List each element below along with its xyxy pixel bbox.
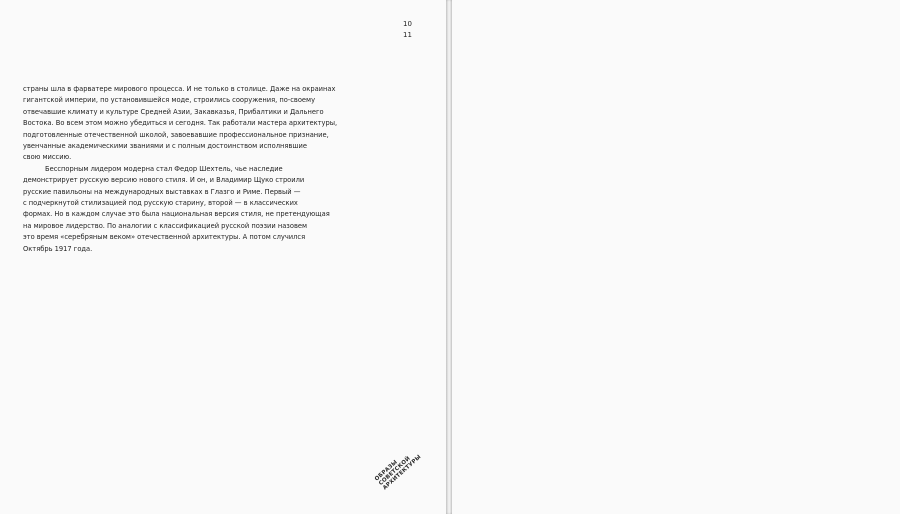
- paragraph-1: страны шла в фарватере мирового процесса. И не только в столице. Даже на окраинах гигантской империи, по установившейся моде, строились сооружения, по-своему отвечавшие климату и культуре Средней Азии, Закавказья, Прибалтики и Дальнего Востока. Во всем этом можно убедиться и сегодня. Так работали мастера архитектуры, подготовленные отечественной школой, завоевавшие профессиональное признание, увенчанные академическими званиями и с полным достоинством исполнявшие свою миссию.: [23, 85, 338, 162]
- series-label-left: ОБРАЗЫ СОВЕТСКОЙ АРХИТЕКТУРЫ: [374, 454, 423, 492]
- left-page: [0, 0, 448, 514]
- right-page: [452, 0, 900, 514]
- page-number-right: 11: [403, 31, 412, 39]
- paragraph-2: Бесспорным лидером модерна стал Федор Шехтель, чье наследие демонстрирует русскую версию нового стиля. И он, и Владимир Щуко строили русские павильоны на международных выставках в Глазго и Риме. Первый — с подчеркнутой стилизацией под русскую старину, второй — в классических формах. Но в каждом случае это была национальная версия стиля, не претендующая на мировое лидерство. По аналогии с классификацией русской поэзии назовем это время «серебряным веком» отечественной архитектуры. А потом случился Октябрь 1917 года.: [23, 164, 330, 253]
- page-numbers: [403, 19, 412, 41]
- body-text: [23, 84, 356, 255]
- page-number-left: 10: [403, 20, 412, 28]
